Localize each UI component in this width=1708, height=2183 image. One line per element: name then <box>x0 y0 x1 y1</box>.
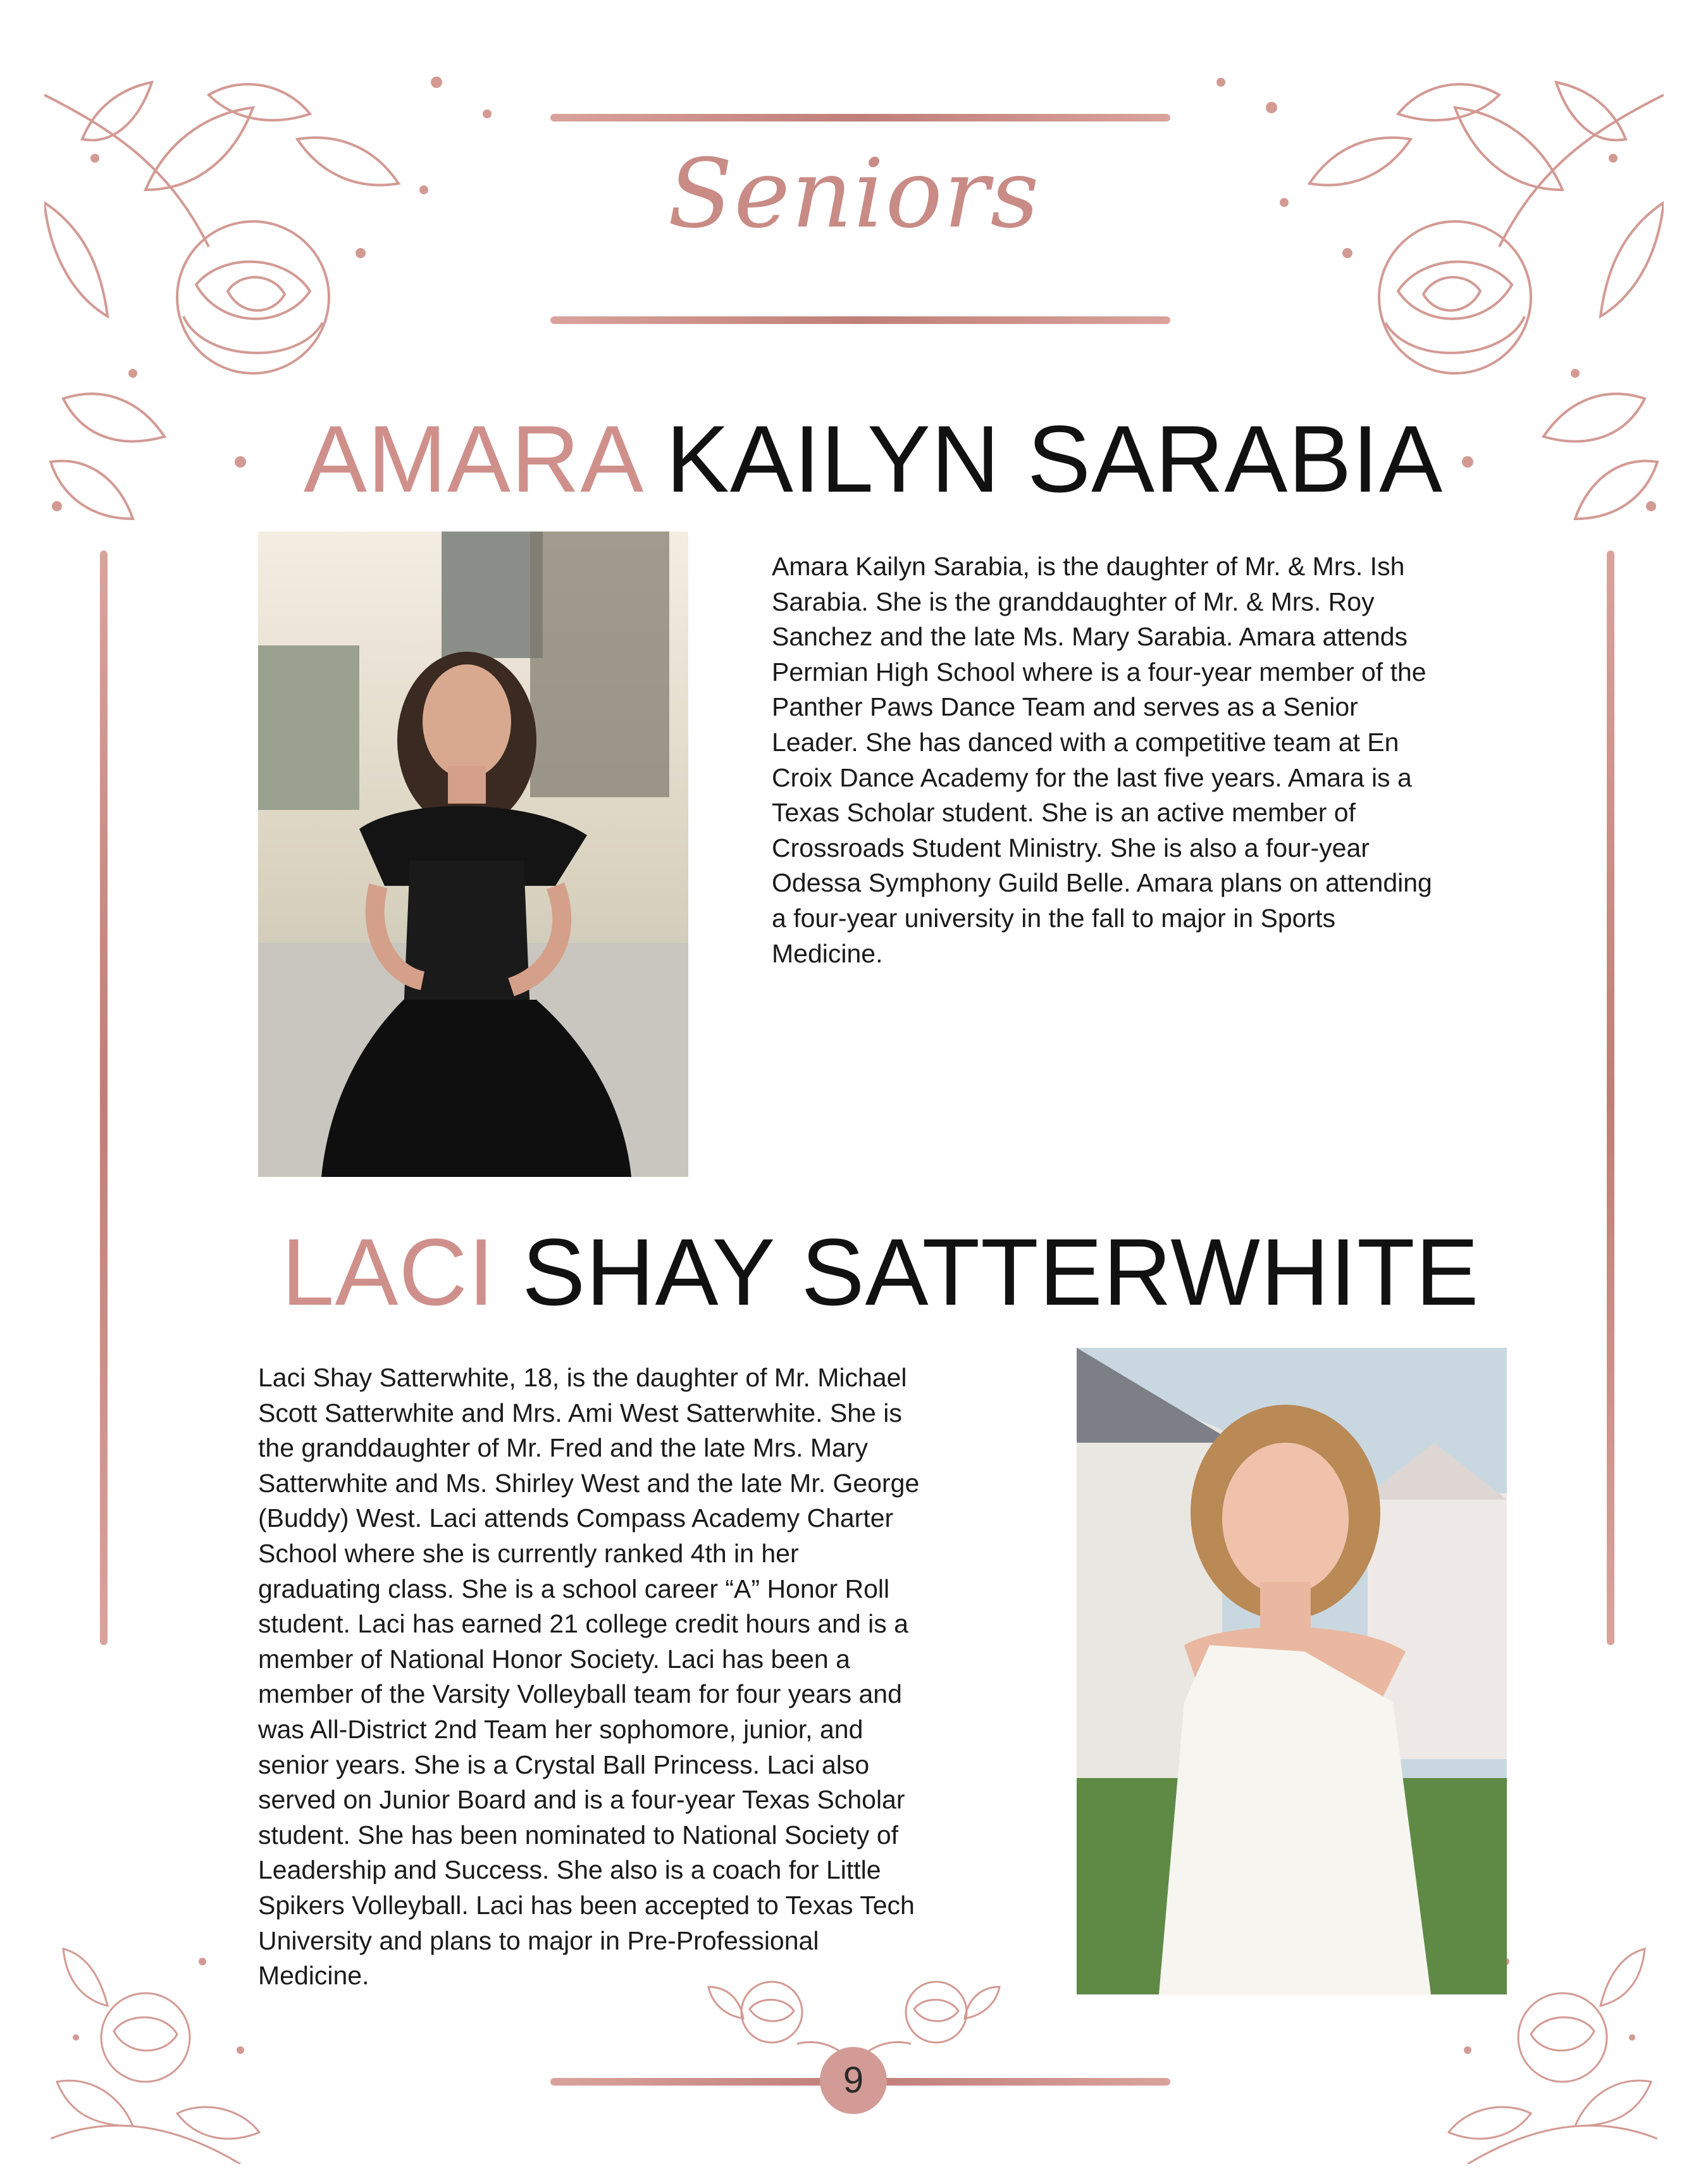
senior2-rest-name: SHAY SATTERWHITE <box>522 1219 1480 1325</box>
senior1-bio-line: Sarabia. She is the granddaughter of Mr. & Mrs. Roy <box>772 587 1375 616</box>
senior2-bio-line: Satterwhite and Ms. Shirley West and the late Mr. George <box>258 1468 920 1498</box>
page-title: Seniors <box>667 139 1041 249</box>
senior2-bio <box>258 1360 1055 1994</box>
senior2-bio-line: Leadership and Success. She also is a coach for Little <box>258 1855 881 1885</box>
senior2-bio-line: was All-District 2nd Team her sophomore, junior, and <box>258 1714 863 1744</box>
senior1-bio-line: Odessa Symphony Guild Belle. Amara plans on attending <box>772 868 1432 898</box>
senior1-photo <box>258 532 688 1177</box>
senior2-bio-line: Medicine. <box>258 1961 369 1991</box>
senior1-bio-line: Croix Dance Academy for the last five years. Amara is a <box>772 762 1412 792</box>
senior1-bio-line: a four-year university in the fall to major in Sports <box>772 903 1335 933</box>
senior2-bio-line: Spikers Volleyball. Laci has been accepted to Texas Tech <box>258 1890 915 1920</box>
floral-corner-bottom-left <box>51 1924 278 2164</box>
senior2-name <box>282 1219 1480 1325</box>
senior2-bio-line: School where she is currently ranked 4th in her <box>258 1538 799 1568</box>
senior1-bio-line: Amara Kailyn Sarabia, is the daughter of Mr. & Mrs. Ish <box>772 552 1405 581</box>
senior2-bio-line: graduating class. She is a school career “A” Honor Roll <box>258 1574 890 1603</box>
top-rule-upper <box>550 114 1170 121</box>
senior1-first-name: AMARA <box>304 406 640 512</box>
senior1-name <box>304 406 1444 512</box>
top-rule-lower <box>550 316 1170 324</box>
senior1-bio-line: Texas Scholar student. She is an active member of <box>772 798 1356 828</box>
senior2-bio-line: student. Laci has earned 21 college credit hours and is a <box>258 1609 908 1639</box>
page-number: 9 <box>820 2047 887 2114</box>
senior2-bio-line: served on Junior Board and is a four-year Texas Scholar <box>258 1785 905 1815</box>
senior1-bio-line: Medicine. <box>772 938 883 968</box>
senior2-bio-line: Scott Satterwhite and Mrs. Ami West Satterwhite. She is <box>258 1398 902 1427</box>
senior2-bio-line: Laci Shay Satterwhite, 18, is the daughter of Mr. Michael <box>258 1363 907 1392</box>
senior2-bio-line: senior years. She is a Crystal Ball Princess. Laci also <box>258 1750 870 1779</box>
senior2-bio-line: member of the Varsity Volleyball team for four years and <box>258 1679 902 1709</box>
senior1-bio-line: Leader. She has danced with a competitive team at En <box>772 727 1399 757</box>
senior2-bio-line: member of National Honor Society. Laci has been a <box>258 1644 850 1674</box>
senior1-rest-name: KAILYN SARABIA <box>665 406 1444 512</box>
right-frame-rule <box>1607 550 1614 1645</box>
left-frame-rule <box>100 550 108 1645</box>
senior2-bio-line: University and plans to major in Pre-Professional <box>258 1925 819 1955</box>
senior1-bio-line: Panther Paws Dance Team and serves as a Senior <box>772 692 1358 722</box>
senior1-bio-line: Sanchez and the late Ms. Mary Sarabia. Amara attends <box>772 622 1408 652</box>
senior2-bio-line: (Buddy) West. Laci attends Compass Academy Charter <box>258 1503 894 1533</box>
senior1-bio-line: Crossroads Student Ministry. She is also a four-year <box>772 833 1370 862</box>
senior2-photo <box>1077 1348 1507 1994</box>
senior1-bio-line: Permian High School where is a four-year member of the <box>772 657 1426 687</box>
senior2-bio-line: student. She has been nominated to National Society of <box>258 1820 899 1850</box>
senior2-bio-line: the granddaughter of Mr. Fred and the late Mrs. Mary <box>258 1433 868 1463</box>
senior1-bio <box>772 549 1556 971</box>
senior2-first-name: LACI <box>282 1219 495 1325</box>
